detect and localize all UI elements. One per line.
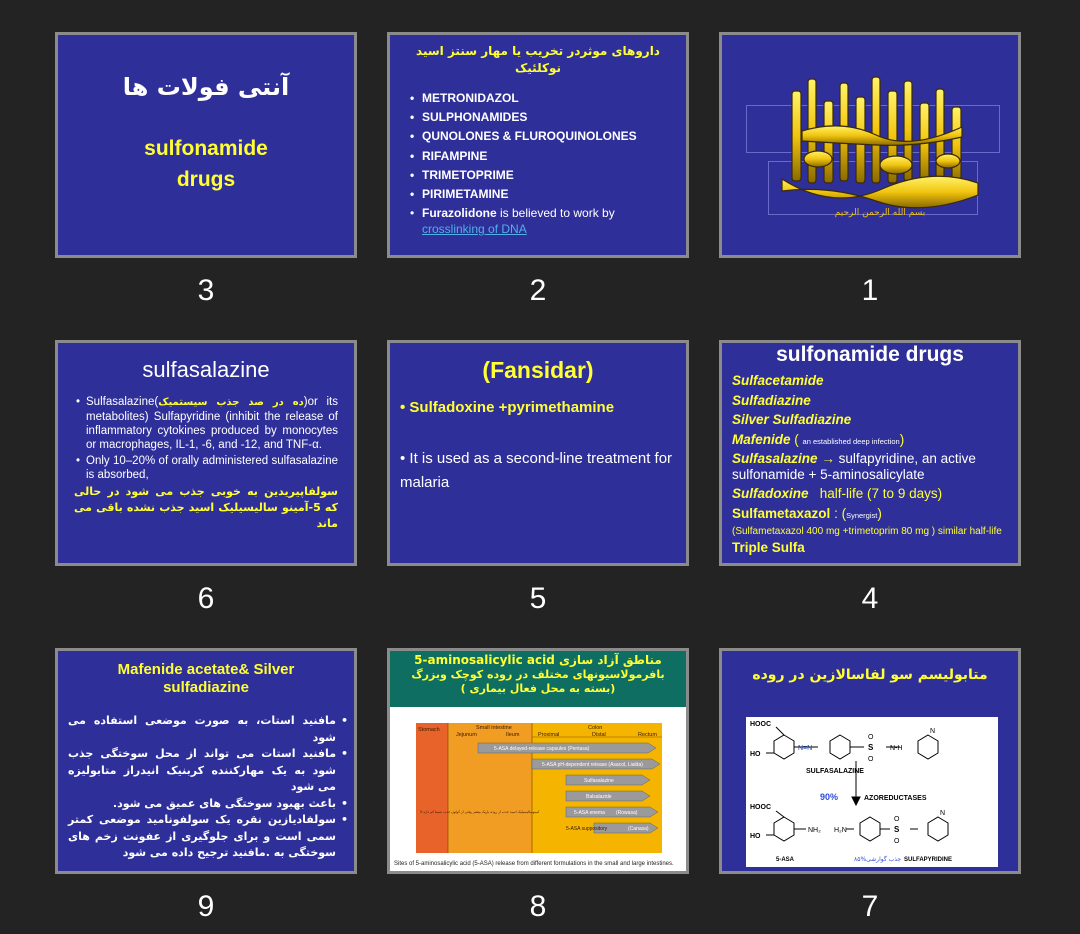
bullet-item: • It is used as a second-line treatment for malaria [400, 450, 673, 491]
segment-label: Small intestine [476, 725, 512, 731]
slide-thumbnail-1[interactable] [719, 32, 1021, 258]
formula-label: O [868, 756, 874, 763]
slide-title: داروهای موثردر تخریب یا مهار سنتز اسید نوکلئیک [416, 44, 660, 75]
calligraphy-image [772, 61, 988, 221]
formula-label: O [894, 838, 900, 845]
segment-label: Distal [592, 732, 606, 738]
slide-number-8: 8 [529, 890, 547, 923]
segment-label: Ileum [506, 732, 520, 738]
segment-label: Stomach [418, 727, 440, 733]
slide-number-5: 5 [529, 582, 547, 615]
list-item: • QUNOLONES & FLUROQUINOLONES [410, 127, 676, 146]
slide-title: متابولیسم سو لفاسالازین در روده [752, 667, 988, 683]
bar-label: 5-ASA delayed-release capsules (Pentasa) [494, 746, 590, 752]
compound-name: 5-ASA [776, 857, 795, 863]
slide-subtitle: sulfonamide drugs [144, 137, 268, 191]
slide-title: آنتی فولات ها [122, 73, 290, 101]
slide-thumbnail-6[interactable] [55, 340, 357, 566]
segment-label: Colon [588, 725, 603, 731]
slide-number-4: 4 [861, 582, 879, 615]
slide-thumbnail-5[interactable] [387, 340, 689, 566]
compound-name: SULFAPYRIDINE [904, 857, 953, 863]
slide-body: Sulfacetamide Sulfadiazine Silver Sulfadiazine Mafenide ( an established deep infection) Sulfasalazine → sulfapyridine, an active sulfonamide + 5-aminosalicylate Sulfadoxine half-life (7 to 9 days) Sulfametaxazol : (Synergist) (Sulfametaxazol 400 mg +trimetoprim 80 mg ) similar half-life Triple Sulfa [732, 373, 1002, 555]
chemical-structure [746, 717, 998, 867]
slide-header: 5-aminosalicylic acid مناطق آزاد سازی بافرمولاسیونهای مختلف در روده کوچک وبزرگ (بسته به محل فعال بیماری ) [390, 651, 686, 707]
diagram-note: 5-آمینوسالیسیلیک اسید جذب از روده باریک بیشتر وقتی از کولون جذب نسبتا کم دارد [420, 810, 540, 814]
formula-label: O [894, 816, 900, 823]
slide-title: (Fansidar) [482, 357, 594, 383]
formula-label: NH₂ [808, 827, 821, 834]
list-item: • TRIMETOPRIME [410, 166, 676, 185]
list-item: • SULPHONAMIDES [410, 108, 676, 127]
formula-label: S [894, 825, 900, 834]
list-item: • RIFAMPINE [410, 147, 676, 166]
azo-link: N=N [798, 745, 813, 752]
formula-label: HOOC [750, 804, 771, 811]
slide-number-6: 6 [197, 582, 215, 615]
slide-number-1: 1 [861, 274, 879, 307]
slide-thumbnail-7[interactable] [719, 648, 1021, 874]
slide-number-9: 9 [197, 890, 215, 923]
enzyme-label: AZOREDUCTASES [864, 795, 927, 802]
list-item: • سولفادیازین نقره یک سولفونامید موضعی کمتر سمی است و برای جلوگیری از عفونت زخم های سوختگی به .مافنید ترجیح داده می شود [68, 812, 348, 862]
list-item: • METRONIDAZOL [410, 89, 676, 108]
formula-label: N [930, 728, 936, 735]
drug-list [410, 89, 676, 204]
list-item: • PIRIMETAMINE [410, 185, 676, 204]
bullet-item: • Sulfadoxine +pyrimethamine [400, 399, 615, 416]
structure-panel [746, 717, 998, 867]
slide-thumbnail-8[interactable] [387, 648, 689, 874]
slide-thumbnail-2[interactable] [387, 32, 689, 258]
slide-body: • Sulfasalazine(ده در صد جذب سیستمیک)or its metabolites) Sulfapyridine (inhibit the release of inflammatory cytokines produced by monocytes or macrophages, IL-1, -6, and -12, and TNF-α. • Only 10–20% of orally administered sulfasalazine is absorbed, سولفاپیریدین به خوبی جذب می شود در حالی که 5-آمینو سالیسیلیک اسید جذب نشده باقی می ماند [74, 395, 338, 532]
formula-label: O [868, 734, 874, 741]
bar-label: 5-ASA pH-dependent release (Asacol, Lialda) [542, 762, 643, 768]
formula-label: HOOC [750, 721, 771, 728]
segment-label: Jejunum [456, 732, 477, 738]
bar-label: 5-ASA suppository [566, 826, 608, 832]
slide-number-3: 3 [197, 274, 215, 307]
slide-number-7: 7 [861, 890, 879, 923]
conversion-percent: 90% [820, 792, 839, 802]
formula-label: N [940, 810, 946, 817]
slide-title: sulfonamide drugs [776, 343, 964, 366]
bar-label: (Canasa) [628, 826, 649, 832]
release-diagram [416, 723, 662, 853]
formula-label: N-H [890, 745, 903, 752]
slide-title: Mafenide acetate& Silver sulfadiazine [117, 661, 295, 696]
formula-label: HO [750, 751, 761, 758]
slide-body [68, 713, 348, 862]
segment-label: Proximal [538, 732, 560, 738]
figure-caption: Sites of 5-aminosalicylic acid (5-ASA) release from different formulations in the small and large intestines. [394, 861, 674, 867]
segment-label: Rectum [638, 732, 657, 738]
list-item: • مافنید استات می تواند از محل سوختگی جذب شود به یک مهارکننده کربنیک انیدراز متابولیزه می شود [68, 746, 348, 796]
slide-thumbnail-4[interactable] [719, 340, 1021, 566]
bar-label: Sulfasalazine [584, 778, 614, 784]
list-item: • مافنید استات، به صورت موضعی استفاده می شود [68, 713, 348, 746]
slide-title: sulfasalazine [142, 357, 270, 382]
crosslinking-link[interactable]: crosslinking of DNA [422, 222, 527, 236]
slide-number-2: 2 [529, 274, 547, 307]
formula-label: H₂N [834, 827, 847, 834]
formula-label: HO [750, 833, 761, 840]
calligraphy-text: بسم الله الرحمن الرحیم [834, 208, 926, 218]
slide-thumbnail-3[interactable] [55, 32, 357, 258]
bar-label: 5-ASA enema [574, 810, 605, 816]
bar-label: Balsalazide [586, 794, 612, 800]
list-item: • Furazolidone is believed to work by crosslinking of DNA [410, 205, 676, 237]
slide-thumbnail-9[interactable] [55, 648, 357, 874]
bar-label: (Rowasa) [616, 810, 638, 816]
absorption-note: ۸۵%جذب گوارشی [854, 856, 902, 863]
list-item: • باعث بهبود سوختگی های عمیق می شود. [68, 796, 348, 813]
compound-name: SULFASALAZINE [806, 768, 864, 775]
formula-label: S [868, 743, 874, 752]
